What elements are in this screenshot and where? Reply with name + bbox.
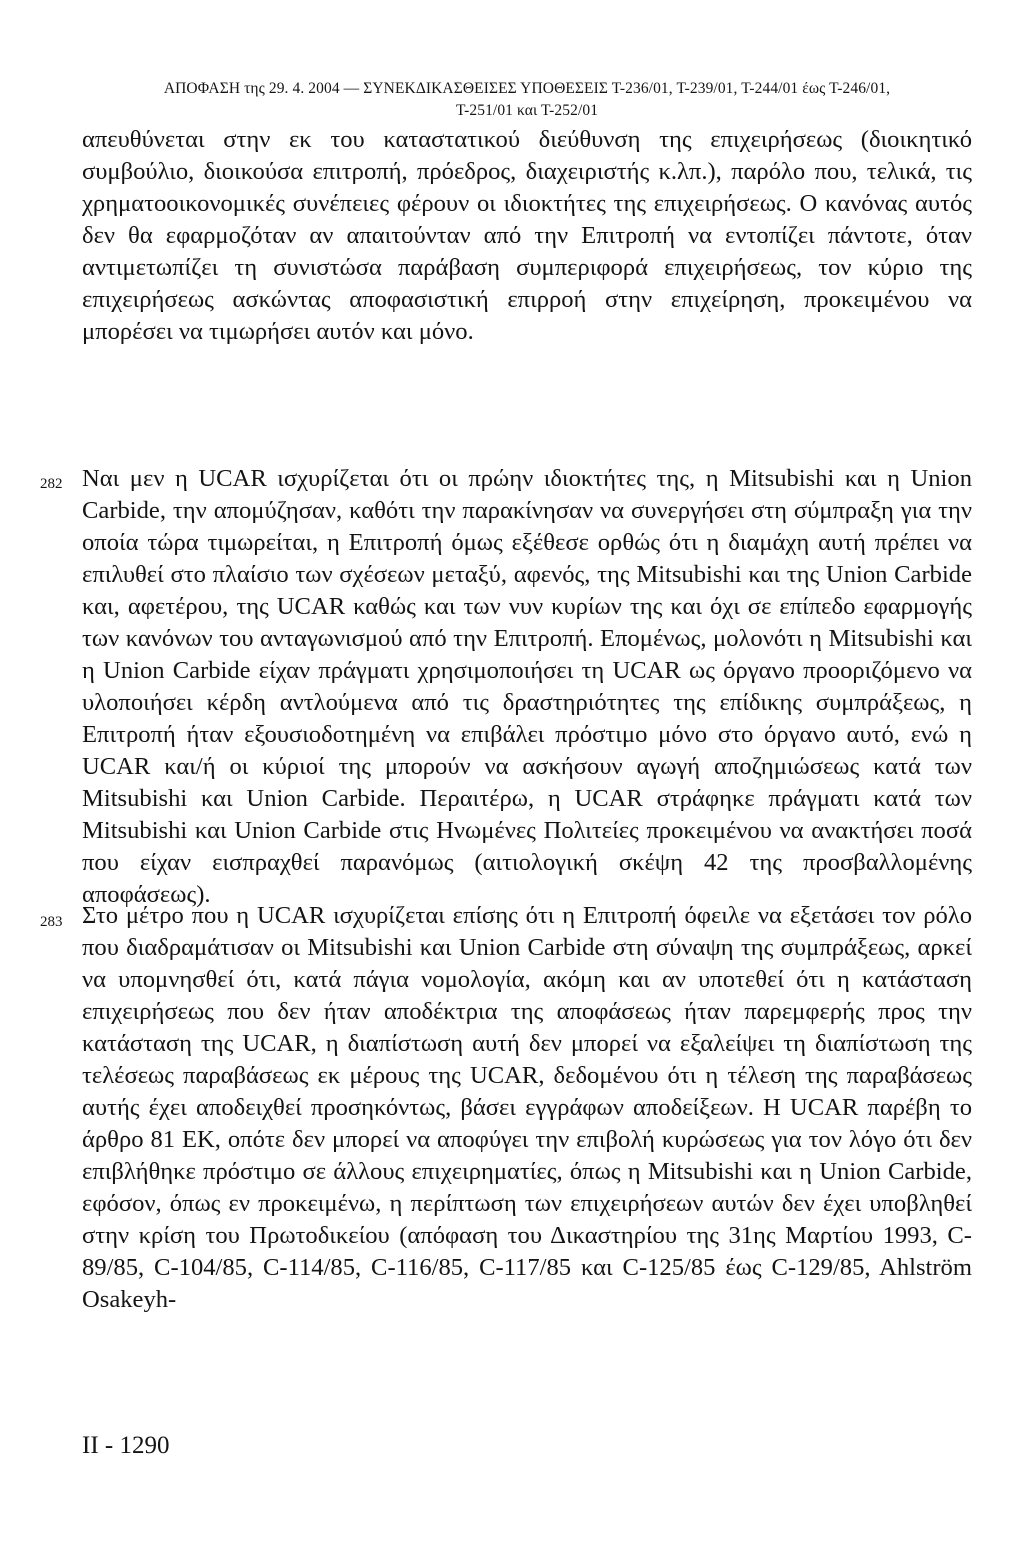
paragraph-number-282: 282 [40,476,63,492]
running-header [82,78,972,122]
running-header-line-1: ΑΠΟΦΑΣΗ της 29. 4. 2004 — ΣΥΝΕΚΔΙΚΑΣΘΕΙΣΕΣ ΥΠΟΘΕΣΕΙΣ Τ-236/01, Τ-239/01, Τ-244/01 έως Τ-246/01, [163,80,891,97]
paragraph-283-text: Στο μέτρο που η UCAR ισχυρίζεται επίσης ότι η Επιτροπή όφειλε να εξετάσει τον ρόλο που διαδραμάτισαν οι Mitsubishi και Union Carbide στη σύναψη της συμπράξεως, αρκεί να υπομνησθεί ότι, κατά πάγια νομολογία, ακόμη και αν υποτεθεί ότι η κατάσταση επιχειρήσεως που δεν ήταν αποδέκτρια της αποφάσεως ήταν παρεμφερής προς την κατάσταση της UCAR, η διαπίστωση αυτή δεν μπορεί να εξαλείψει τη διαπίστωση της τελέσεως παραβάσεως εκ μέρους της UCAR, δεδομένου ότι η τέλεση της παραβάσεως αυτής έχει αποδειχθεί προσηκόντως, βάσει εγγράφων αποδείξεων. Η UCAR παρέβη το άρθρο 81 ΕΚ, οπότε δεν μπορεί να αποφύγει την επιβολή κυρώσεως για τον λόγο ότι δεν επιβλήθηκε πρόστιμο σε άλλους επιχειρηματίες, όπως η Mitsubishi και η Union Carbide, εφόσον, όπως εν προκειμένω, η περίπτωση των επιχειρήσεων αυτών δεν έχει υποβληθεί στην κρίση του Πρωτοδικείου (απόφαση του Δικαστηρίου της 31ης Μαρτίου 1993, C-89/85, C-104/85, C-114/85, C-116/85, C-117/85 και C-125/85 έως C-129/85, Ahlström Osakeyh- [82,902,972,1313]
paragraph-282-text: Ναι μεν η UCAR ισχυρίζεται ότι οι πρώην ιδιοκτήτες της, η Mitsubishi και η Union Carbide, την απομύζησαν, καθότι την παρακίνησαν να συνεργήσει στη σύμπραξη για την οποία τώρα τιμωρείται, η Επιτροπή όμως εξέθεσε ορθώς ότι η διαμάχη αυτή πρέπει να επιλυθεί στο πλαίσιο των σχέσεων μεταξύ, αφενός, της Mitsubishi και της Union Carbide και, αφετέρου, της UCAR καθώς και των νυν κυρίων της και όχι σε επίπεδο εφαρμογής των κανόνων του ανταγωνισμού από την Επιτροπή. Επομένως, μολονότι η Mitsubishi και η Union Carbide είχαν πράγματι χρησιμοποιήσει τη UCAR ως όργανο προοριζόμενο να υλοποιήσει κέρδη αντλούμενα από τις δραστηριότητες της επίδικης συμπράξεως, η Επιτροπή ήταν εξουσιοδοτημένη να επιβάλει πρόστιμο μόνο στο όργανο αυτό, ενώ η UCAR και/ή οι κύριοί της μπορούν να ασκήσουν αγωγή αποζημιώσεως κατά των Mitsubishi και Union Carbide. Περαιτέρω, η UCAR στράφηκε πράγματι κατά των Mitsubishi και Union Carbide στις Ηνωμένες Πολιτείες προκειμένου να ανακτήσει ποσά που είχαν εισπραχθεί παρανόμως (αιτιολογική σκέψη 42 της προσβαλλομένης αποφάσεως). [82,465,972,908]
page-number: II - 1290 [82,1432,170,1459]
intro-paragraph-continuation: απευθύνεται στην εκ του καταστατικού διεύθυνση της επιχειρήσεως (διοικητικό συμβούλιο, διοικούσα επιτροπή, πρόεδρος, διαχειριστής κ.λπ.), παρόλο που, τελικά, τις χρηματοοικονομικές συνέπειες φέρουν οι ιδιοκτήτες της επιχειρήσεως. Ο κανόνας αυτός δεν θα εφαρμοζόταν αν απαιτούνταν από την Επιτροπή να εντοπίζει πάντοτε, όταν αντιμετωπίζει τη συνιστώσα παράβαση συμπεριφορά επιχειρήσεως, τον κύριο της επιχειρήσεως ασκώντας αποφασιστική επιρροή στην επιχείρηση, προκειμένου να μπορέσει να τιμωρήσει αυτόν και μόνο. [82,126,972,345]
running-header-line-2: Τ-251/01 και Τ-252/01 [455,102,599,119]
paragraph-number-283: 283 [40,914,63,930]
